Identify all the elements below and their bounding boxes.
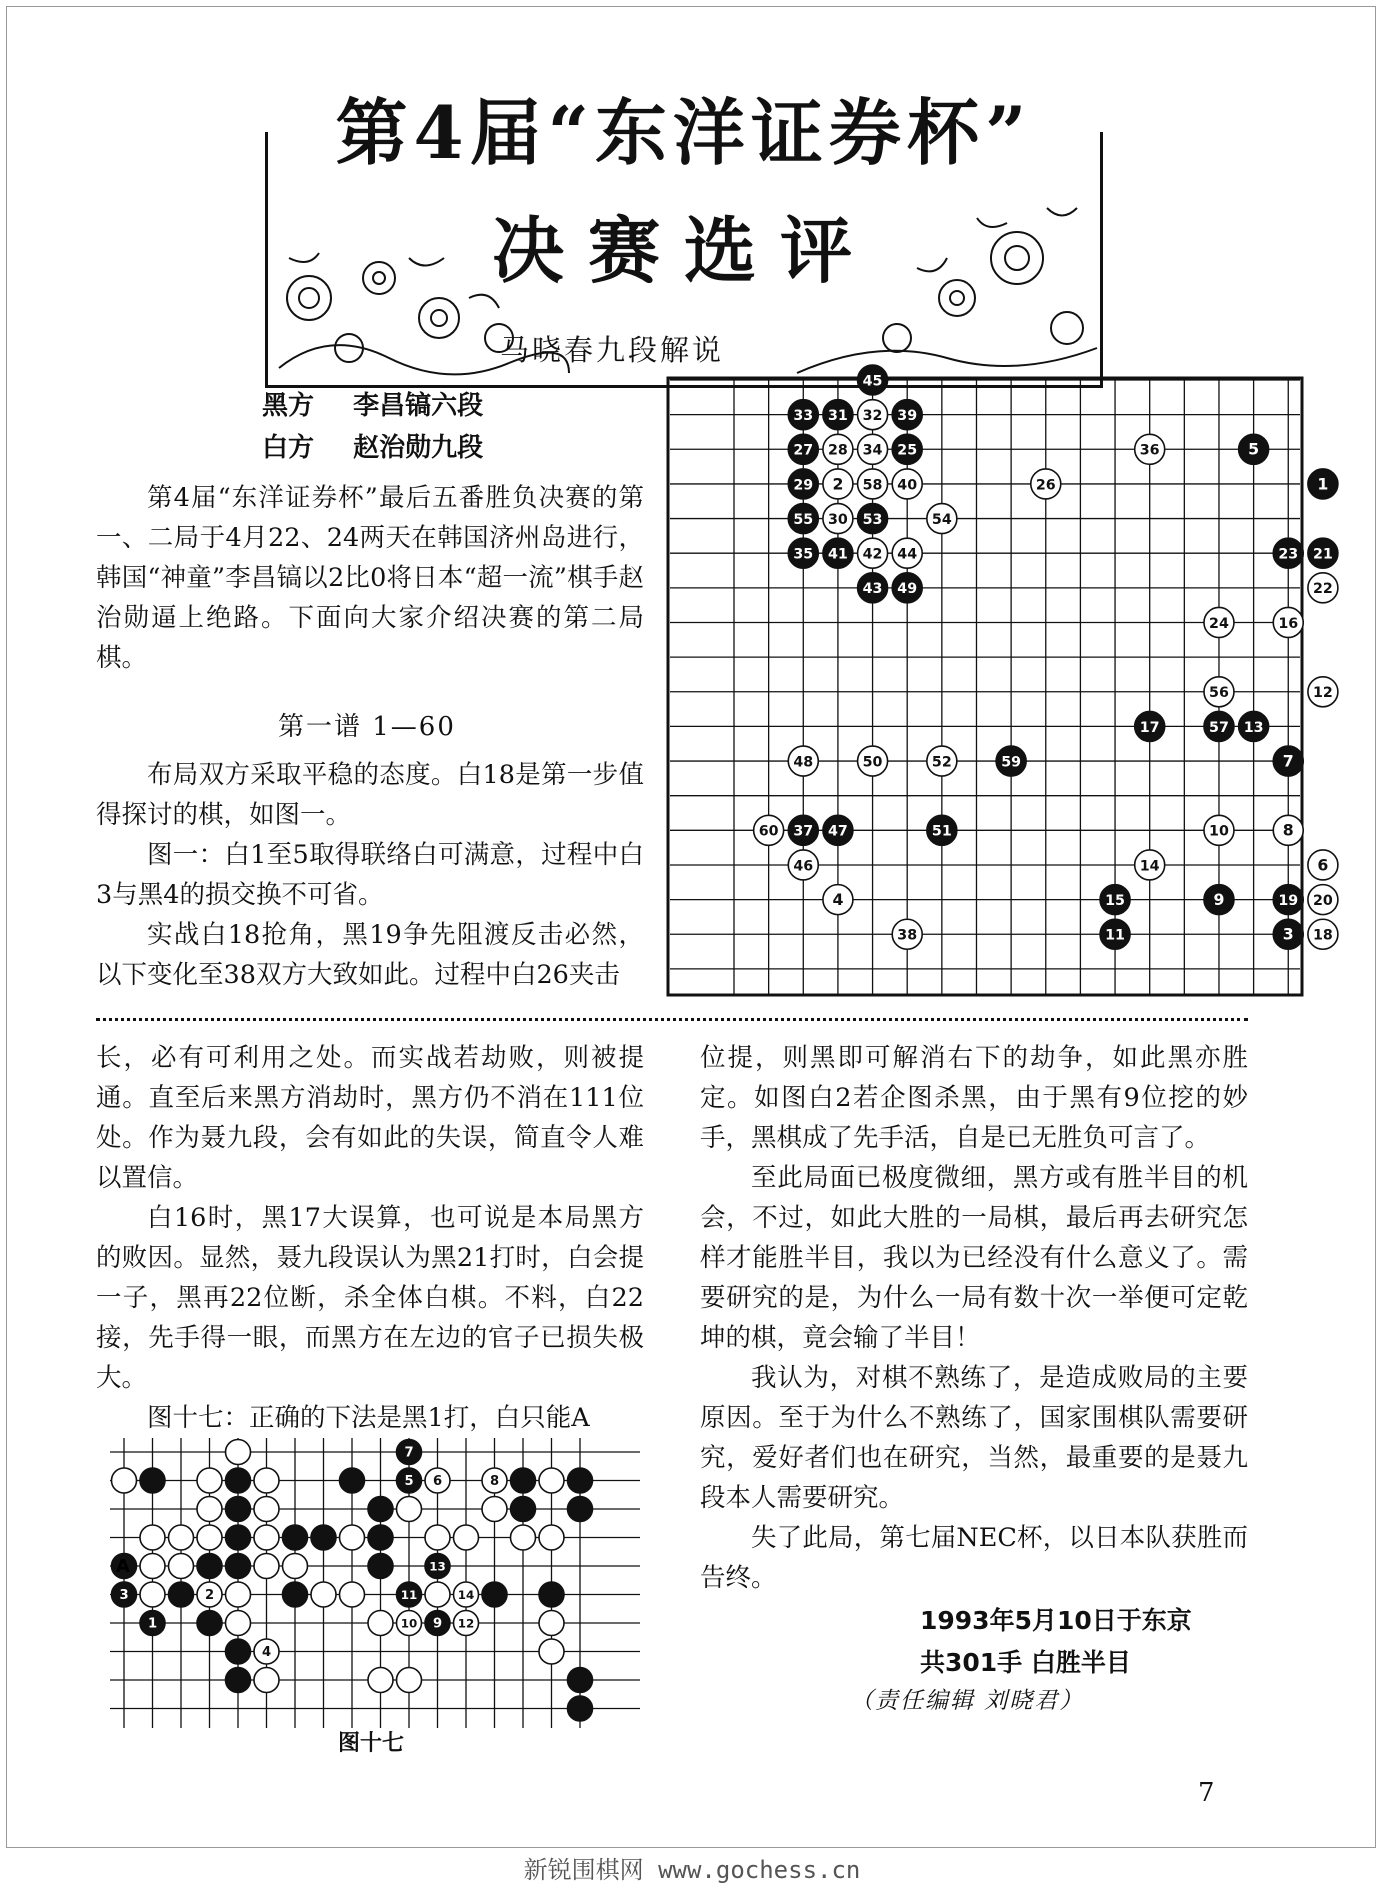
move-number: 54 [931, 511, 952, 528]
white-name: 赵治勋九段 [353, 433, 484, 463]
figure-caption: 图十七 [338, 1731, 405, 1756]
move-number: 2 [832, 474, 844, 494]
move-number: 22 [1312, 581, 1333, 598]
black-stone [283, 1582, 308, 1607]
title-banner [265, 88, 1103, 308]
white-stone [397, 1668, 422, 1693]
move-number: 56 [1209, 685, 1229, 702]
black-stone-5 [397, 1468, 422, 1493]
title-line-1: 第4届“东洋证券杯” [335, 90, 1033, 175]
white-stone-34 [858, 434, 888, 464]
move-number: 29 [793, 477, 814, 494]
col2-paragraph-4: 失了此局，第七届NEC杯，以日本队获胜而告终。 [700, 1523, 1248, 1593]
white-stone-24 [1204, 607, 1234, 637]
move-number: 48 [793, 754, 814, 771]
white-stone [254, 1468, 279, 1493]
black-stone [568, 1468, 593, 1493]
black-stone [568, 1668, 593, 1693]
white-stone-52 [927, 746, 957, 776]
black-stone-17 [1135, 711, 1165, 741]
white-stone-58 [858, 469, 888, 499]
col1b-paragraph-1: 长，必有可利用之处。而实战若劫败，则被提通。直至后来黑方消劫时，黑方仍不消在111位处。作为聂九段，会有如此的失误，简直令人难以置信。 [96, 1043, 644, 1193]
move-number: 14 [457, 1588, 475, 1602]
white-stone-4 [823, 885, 853, 915]
white-stone [169, 1554, 194, 1579]
move-number: 33 [793, 408, 814, 425]
section-divider [96, 1018, 1248, 1021]
move-number: 45 [862, 373, 883, 390]
white-stone [254, 1668, 279, 1693]
move-number: 11 [1105, 927, 1125, 944]
move-number: 17 [1139, 719, 1160, 736]
black-stone-19 [1273, 885, 1303, 915]
col2-paragraph-1: 位提，则黑即可解消右下的劫争，如此黑亦胜定。如图白2若企图杀黑，由于黑有9位挖的妙手，黑棋成了先手活，自是已无胜负可言了。 [700, 1043, 1248, 1153]
move-number: 53 [862, 511, 883, 528]
black-stone [539, 1582, 564, 1607]
white-stone [340, 1582, 365, 1607]
white-stone-4 [254, 1639, 279, 1664]
white-stone [425, 1525, 450, 1550]
col2-paragraph-3: 我认为，对棋不熟练了，是造成败局的主要原因。至于为什么不熟练了，国家围棋队需要研究，爱好者们也在研究，当然，最重要的是聂九段本人需要研究。 [700, 1363, 1248, 1513]
black-stone-21 [1308, 538, 1338, 568]
white-stone-12 [1308, 677, 1338, 707]
move-number: 25 [897, 442, 918, 459]
col1b-paragraph-2: 白16时，黑17大误算，也可说是本局黑方的败因。显然，聂九段误认为黑21打时，白会提一子，黑再22位断，杀全体白棋。不料，白22接，先手得一眼，而黑方在左边的官子已损失极大。 [96, 1203, 644, 1393]
move-number: 3 [119, 1588, 129, 1603]
move-number: 7 [1282, 751, 1294, 771]
move-number: 20 [1312, 893, 1333, 910]
black-stone-33 [788, 400, 818, 430]
white-stone-46 [788, 850, 818, 880]
black-stone [140, 1468, 165, 1493]
black-stone [368, 1525, 393, 1550]
page-number: 7 [1198, 1778, 1215, 1808]
white-stone-48 [788, 746, 818, 776]
column-1-text [96, 755, 644, 995]
white-stone-16 [1273, 607, 1303, 637]
move-number: 43 [862, 581, 883, 598]
move-number: 52 [931, 754, 952, 771]
white-stone-10 [397, 1611, 422, 1636]
move-number: 11 [400, 1588, 418, 1602]
move-number: 8 [1282, 820, 1294, 840]
white-stone-36 [1135, 434, 1165, 464]
white-stone-6 [1308, 850, 1338, 880]
white-stone-22 [1308, 573, 1338, 603]
black-stone-51 [927, 815, 957, 845]
move-number: 13 [429, 1559, 446, 1574]
black-stone-49 [892, 573, 922, 603]
result-line: 共301手 白胜半目 [920, 1648, 1131, 1677]
move-number: 6 [432, 1474, 443, 1489]
white-stone-12 [454, 1611, 479, 1636]
move-number: 37 [793, 823, 814, 840]
move-number: 39 [897, 408, 918, 425]
white-stone-38 [892, 919, 922, 949]
move-number: 5 [1248, 439, 1260, 459]
white-label: 白方 [262, 433, 315, 463]
col1-paragraph-2: 图一：白1至5取得联络白可满意，过程中白3与黑4的损交换不可省。 [96, 840, 644, 910]
move-number: 21 [1312, 546, 1333, 563]
white-stone-30 [823, 504, 853, 534]
white-stone [254, 1525, 279, 1550]
black-name: 李昌镐六段 [353, 391, 484, 421]
black-stone-57 [1204, 711, 1234, 741]
white-stone [169, 1525, 194, 1550]
black-label: 黑方 [262, 391, 315, 421]
black-stone-9 [1204, 885, 1234, 915]
black-player-row [262, 385, 483, 427]
move-number: 15 [1105, 893, 1125, 910]
black-stone [226, 1468, 251, 1493]
move-number: 2 [204, 1588, 215, 1603]
white-stone [197, 1497, 222, 1522]
move-number: 38 [897, 927, 918, 944]
move-number: 13 [1243, 719, 1264, 736]
black-stone [511, 1468, 536, 1493]
white-stone [539, 1525, 564, 1550]
white-stone-10 [1204, 815, 1234, 845]
black-stone-39 [892, 400, 922, 430]
white-stone [539, 1639, 564, 1664]
date-block [920, 1600, 1192, 1684]
move-number: 31 [828, 408, 848, 425]
move-number: 23 [1278, 546, 1299, 563]
move-number: 58 [862, 477, 883, 494]
move-number: 19 [1278, 893, 1299, 910]
editor-credit: （责任编辑 刘晓君） [850, 1688, 1085, 1714]
move-number: 10 [1209, 823, 1229, 840]
site-footer: 新锐围棋网 www.gochess.cn [523, 1856, 861, 1884]
move-number: 55 [793, 511, 814, 528]
move-number: 27 [793, 442, 814, 459]
move-number: 14 [1139, 858, 1160, 875]
white-stone [197, 1525, 222, 1550]
black-stone-53 [858, 504, 888, 534]
black-stone-1 [1308, 469, 1338, 499]
move-number: 34 [862, 442, 883, 459]
white-stone-42 [858, 538, 888, 568]
move-number: 1 [1317, 474, 1329, 494]
column-2-text [700, 1038, 1248, 1598]
black-stone-59 [996, 746, 1026, 776]
white-stone-50 [858, 746, 888, 776]
move-number: 50 [862, 754, 883, 771]
move-number: 6 [1317, 855, 1329, 875]
white-stone-26 [1031, 469, 1061, 499]
white-stone [539, 1468, 564, 1493]
white-stone-18 [1308, 919, 1338, 949]
black-stone-25 [892, 434, 922, 464]
move-number: 24 [1209, 615, 1229, 632]
black-stone-45 [858, 365, 888, 395]
players-block [262, 385, 483, 469]
black-stone [511, 1497, 536, 1522]
black-stone [568, 1497, 593, 1522]
move-number: 47 [828, 823, 848, 840]
black-stone [226, 1554, 251, 1579]
black-stone-3 [1273, 919, 1303, 949]
move-number: 7 [404, 1445, 414, 1461]
move-number: 12 [457, 1616, 475, 1631]
white-stone-2 [823, 469, 853, 499]
black-stone [568, 1696, 593, 1721]
white-stone-14 [1135, 850, 1165, 880]
black-stone-7 [1273, 746, 1303, 776]
move-number: 35 [793, 546, 814, 563]
commentator-line: 马晓春九段解说 [500, 333, 725, 367]
white-stone-56 [1204, 677, 1234, 707]
move-number: 49 [897, 581, 918, 598]
move-number: 30 [828, 511, 848, 528]
move-number: 32 [862, 408, 883, 425]
move-number: 42 [862, 546, 883, 563]
black-stone-43 [858, 573, 888, 603]
black-stone [226, 1639, 251, 1664]
move-number: 59 [1001, 754, 1022, 771]
move-number: 26 [1035, 477, 1056, 494]
white-stone [197, 1468, 222, 1493]
column-1b-text [96, 1038, 644, 1438]
move-number: 8 [489, 1474, 500, 1489]
white-stone-2 [197, 1582, 222, 1607]
move-number: 4 [261, 1645, 272, 1660]
white-stone-20 [1308, 885, 1338, 915]
col1-paragraph-3: 实战白18抢角，黑19争先阻渡反击必然，以下变化至38双方大致如此。过程中白26夹击 [96, 920, 644, 990]
white-stone [112, 1468, 137, 1493]
white-stone [140, 1525, 165, 1550]
move-number: 10 [400, 1616, 418, 1631]
black-stone [311, 1525, 336, 1550]
floral-ornament-right [797, 188, 1097, 378]
black-stone-37 [788, 815, 818, 845]
black-stone-55 [788, 504, 818, 534]
date-line: 1993年5月10日于东京 [920, 1606, 1192, 1635]
move-number: 3 [1282, 924, 1294, 944]
black-stone-23 [1273, 538, 1303, 568]
black-stone-41 [823, 538, 853, 568]
col1b-paragraph-3: 图十七：正确的下法是黑1打，白只能A [147, 1403, 590, 1433]
white-stone [368, 1611, 393, 1636]
col1-paragraph-1: 布局双方采取平稳的态度。白18是第一步值得探讨的棋，如图一。 [96, 760, 644, 830]
black-stone [368, 1497, 393, 1522]
white-stone-54 [927, 504, 957, 534]
title-line-2: 决赛选评 [491, 208, 876, 293]
move-number: 51 [931, 823, 952, 840]
black-stone [340, 1468, 365, 1493]
black-stone-11 [397, 1582, 422, 1607]
white-stone-44 [892, 538, 922, 568]
white-stone [254, 1497, 279, 1522]
white-stone [397, 1497, 422, 1522]
move-number: 41 [828, 546, 848, 563]
white-stone [226, 1582, 251, 1607]
black-stone-3 [112, 1582, 137, 1607]
white-stone [226, 1440, 251, 1465]
black-stone [226, 1497, 251, 1522]
move-number: 46 [793, 858, 814, 875]
white-stone [140, 1582, 165, 1607]
white-stone [368, 1668, 393, 1693]
black-stone-1 [140, 1611, 165, 1636]
move-number: 18 [1312, 927, 1333, 944]
white-stone-8 [1273, 815, 1303, 845]
white-player-row [262, 427, 483, 469]
black-stone [226, 1525, 251, 1550]
move-number: 40 [897, 477, 918, 494]
black-stone-7 [397, 1440, 422, 1465]
move-number: 44 [897, 546, 918, 563]
move-number: 4 [832, 890, 844, 910]
black-stone-31 [823, 400, 853, 430]
black-stone-11 [1100, 919, 1130, 949]
point-a-label: A [116, 1556, 130, 1577]
black-stone-27 [788, 434, 818, 464]
white-stone [140, 1554, 165, 1579]
white-stone-40 [892, 469, 922, 499]
black-stone-5 [1239, 434, 1269, 464]
black-stone [368, 1554, 393, 1579]
white-stone [454, 1525, 479, 1550]
move-number: 16 [1278, 615, 1299, 632]
black-stone [197, 1554, 222, 1579]
move-number: 5 [404, 1474, 414, 1489]
move-number: 60 [758, 823, 779, 840]
white-stone-32 [858, 400, 888, 430]
move-number: 1 [147, 1616, 158, 1632]
white-stone-6 [425, 1468, 450, 1493]
white-stone [311, 1582, 336, 1607]
go-board-diagram-1 [665, 373, 1333, 1000]
move-number: 36 [1139, 442, 1160, 459]
go-board-diagram-2 [110, 1438, 650, 1728]
white-stone [283, 1554, 308, 1579]
section-heading: 第一谱 1—60 [278, 712, 456, 742]
black-stone-47 [823, 815, 853, 845]
black-stone-29 [788, 469, 818, 499]
white-stone-60 [754, 815, 784, 845]
white-stone [539, 1611, 564, 1636]
white-stone [482, 1497, 507, 1522]
white-stone [425, 1582, 450, 1607]
intro-column [96, 478, 644, 678]
black-stone [226, 1668, 251, 1693]
black-stone-13 [425, 1554, 450, 1579]
move-number: 12 [1312, 685, 1333, 702]
black-stone-35 [788, 538, 818, 568]
black-stone-13 [1239, 711, 1269, 741]
white-stone [340, 1525, 365, 1550]
black-stone [197, 1611, 222, 1636]
black-stone [169, 1582, 194, 1607]
move-number: 9 [432, 1616, 443, 1632]
white-stone [254, 1554, 279, 1579]
black-stone [283, 1525, 308, 1550]
white-stone-28 [823, 434, 853, 464]
black-stone-9 [425, 1611, 450, 1636]
white-stone-14 [454, 1582, 479, 1607]
move-number: 9 [1213, 890, 1225, 910]
move-number: 57 [1209, 719, 1229, 736]
black-stone-15 [1100, 885, 1130, 915]
black-stone [482, 1582, 507, 1607]
col2-paragraph-2: 至此局面已极度微细，黑方或有胜半目的机会，不过，如此大胜的一局棋，最后再去研究怎样才能胜半目，我以为已经没有什么意义了。需要研究的是，为什么一局有数十次一举便可定乾坤的棋，竟会输了半目！ [700, 1163, 1248, 1353]
white-stone-8 [482, 1468, 507, 1493]
intro-paragraph: 第4届“东洋证券杯”最后五番胜负决赛的第一、二局于4月22、24两天在韩国济州岛进行，韩国“神童”李昌镐以2比0将日本“超一流”棋手赵治勋逼上绝路。下面向大家介绍决赛的第二局棋。 [96, 483, 644, 673]
white-stone [226, 1611, 251, 1636]
white-stone [511, 1525, 536, 1550]
move-number: 28 [828, 442, 848, 459]
